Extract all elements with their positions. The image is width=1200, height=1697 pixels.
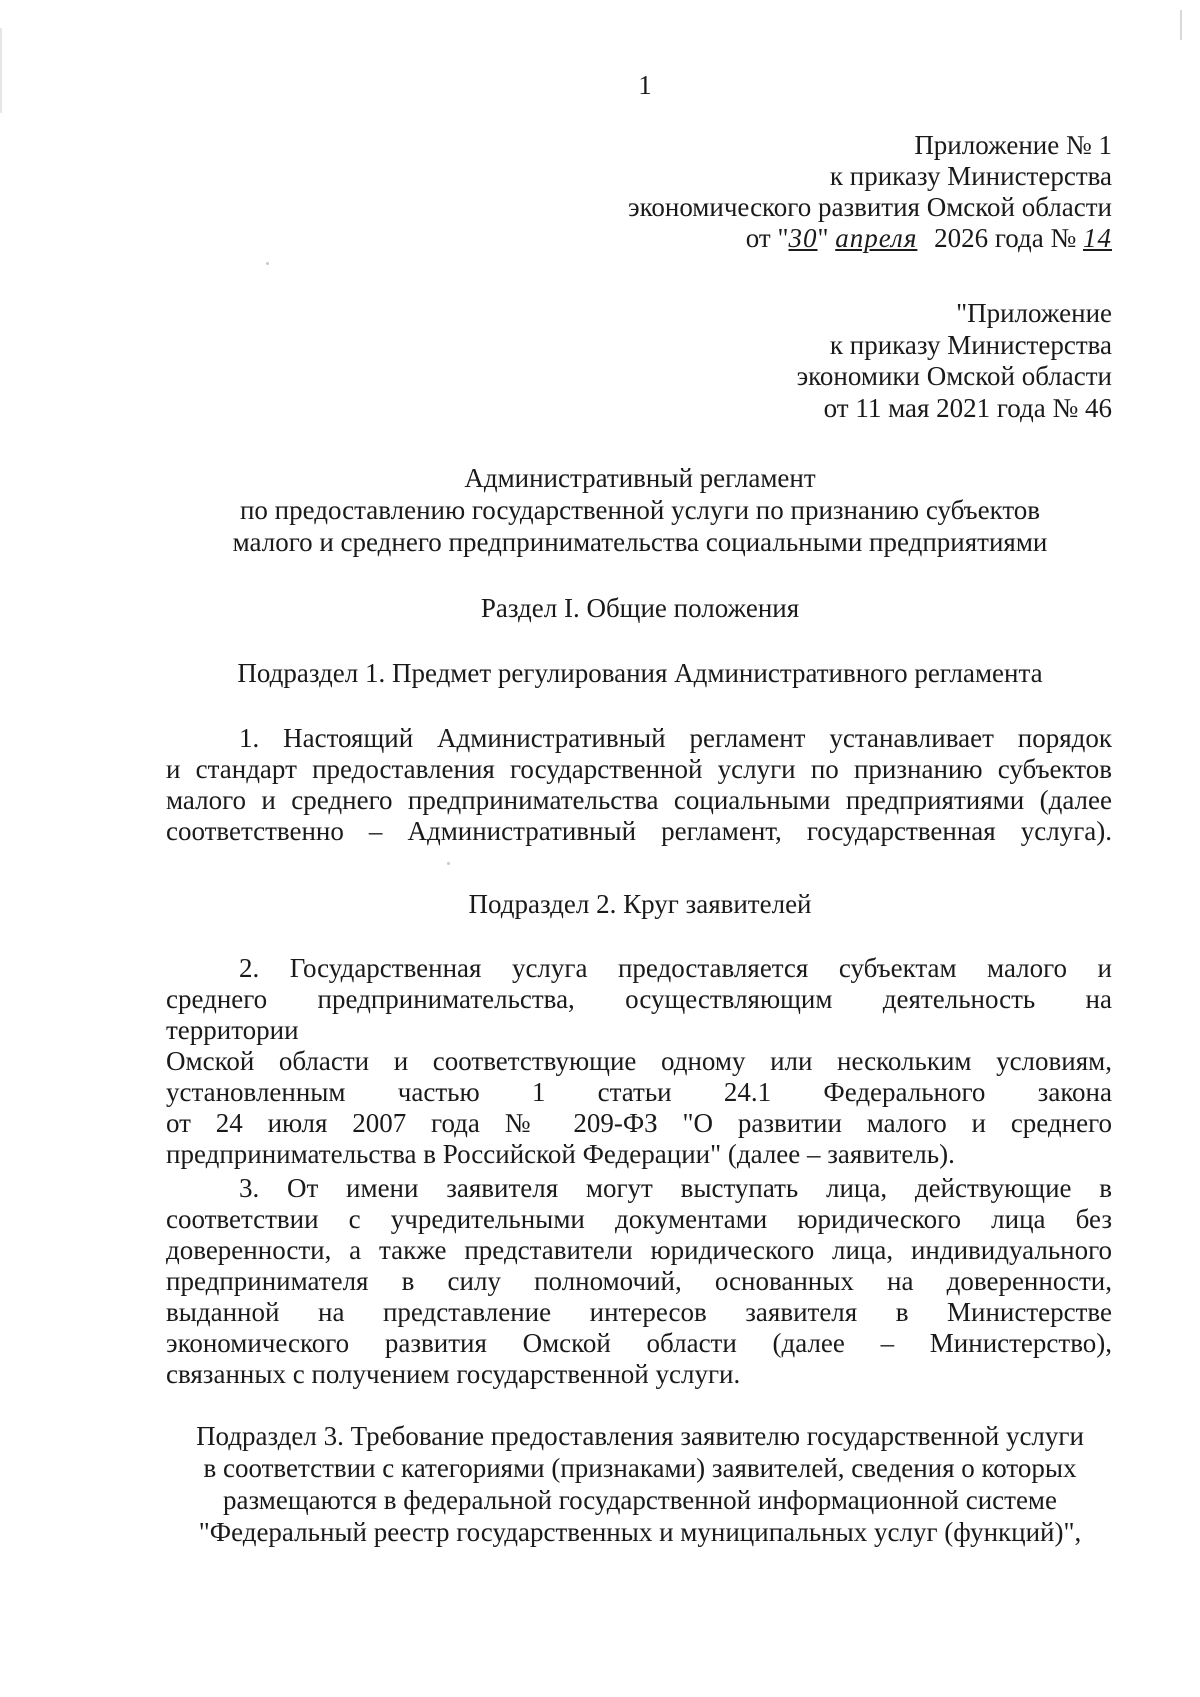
paragraph-line: среднего предпринимательства, осуществляющим деятельность на bbox=[166, 984, 1112, 1014]
title-line: по предоставлению государственной услуги по признанию субъектов bbox=[239, 495, 1041, 525]
subsection-heading-line: Подраздел 3. Требование предоставления заявителю государственной услуги bbox=[196, 1421, 1084, 1451]
paragraph-line: экономического развития Омской области (далее – Министерство), bbox=[166, 1328, 1112, 1358]
subsection-heading-text: Подраздел 2. Круг заявителей bbox=[468, 889, 812, 919]
subsection-heading bbox=[160, 888, 1120, 920]
date-year: 2026 года № bbox=[934, 223, 1077, 253]
section-heading bbox=[160, 592, 1120, 624]
subsection-heading-line: "Федеральный реестр государственных и муниципальных услуг (функций)", bbox=[198, 1517, 1082, 1547]
paragraph-2 bbox=[166, 953, 1112, 1170]
attachment-order-ref: к приказу Министерства bbox=[829, 161, 1112, 191]
paragraph-line: соответствии с учредительными документами юридического лица без bbox=[166, 1204, 1112, 1234]
handwritten-number: 14 bbox=[1083, 223, 1112, 253]
scan-edge-mark bbox=[1180, 10, 1182, 40]
document-title bbox=[160, 462, 1120, 558]
original-attachment-title: "Приложение bbox=[956, 298, 1112, 328]
title-line: малого и среднего предпринимательства социальными предприятиями bbox=[232, 527, 1048, 557]
paragraph-line: соответственно – Административный регламент, государственная услуга). bbox=[166, 816, 1112, 846]
title-line: Административный регламент bbox=[464, 463, 816, 493]
handwritten-day: 30 bbox=[788, 223, 818, 253]
paragraph-line: 3. От имени заявителя могут выступать лица, действующие в bbox=[239, 1173, 1112, 1203]
subsection-heading-line: размещаются в федеральной государственной информационной системе bbox=[222, 1485, 1058, 1515]
paragraph-line: 2. Государственная услуга предоставляется субъектам малого и bbox=[239, 953, 1112, 983]
handwritten-month: апреля bbox=[835, 223, 918, 253]
page-number: 1 bbox=[638, 70, 652, 100]
date-quote: " bbox=[817, 223, 829, 253]
scan-speck bbox=[266, 262, 269, 265]
paragraph-1 bbox=[166, 723, 1112, 847]
original-ministry: экономики Омской области bbox=[796, 361, 1112, 391]
paragraph-line: территории bbox=[166, 1015, 299, 1045]
attachment-date-line bbox=[628, 223, 1112, 254]
paragraph-line: предпринимателя в силу полномочий, основанных на доверенности, bbox=[166, 1266, 1112, 1296]
paragraph-line: установленным частью 1 статьи 24.1 Федерального закона bbox=[166, 1077, 1112, 1107]
attachment-title: Приложение № 1 bbox=[914, 130, 1112, 160]
paragraph-3 bbox=[166, 1173, 1112, 1390]
paragraph-line: предпринимательства в Российской Федерации" (далее – заявитель). bbox=[166, 1139, 955, 1169]
paragraph-line: и стандарт предоставления государственной услуги по признанию субъектов bbox=[166, 754, 1112, 784]
subsection-heading bbox=[160, 657, 1120, 689]
paragraph-line: 1. Настоящий Административный регламент устанавливает порядок bbox=[239, 723, 1112, 753]
subsection-heading-line: в соответствии с категориями (признаками) заявителей, сведения о которых bbox=[203, 1453, 1077, 1483]
original-attachment-header bbox=[797, 298, 1112, 424]
original-date-line: от 11 мая 2021 года № 46 bbox=[823, 392, 1112, 423]
scan-speck bbox=[447, 862, 450, 865]
paragraph-line: Омской области и соответствующие одному или нескольким условиям, bbox=[166, 1046, 1112, 1076]
paragraph-line: от 24 июля 2007 года № 209-ФЗ "О развитии малого и среднего bbox=[166, 1108, 1112, 1138]
date-prefix: от " bbox=[745, 223, 789, 253]
attachment-header bbox=[628, 130, 1112, 254]
original-order-ref: к приказу Министерства bbox=[829, 329, 1112, 360]
paragraph-line: доверенности, а также представители юридического лица, индивидуального bbox=[166, 1235, 1112, 1265]
subsection-heading bbox=[140, 1420, 1140, 1548]
paragraph-line: выданной на представление интересов заявителя в Министерстве bbox=[166, 1297, 1112, 1327]
paragraph-line: малого и среднего предпринимательства социальными предприятиями (далее bbox=[166, 785, 1112, 815]
paragraph-line: связанных с получением государственной услуги. bbox=[166, 1359, 741, 1389]
attachment-ministry: экономического развития Омской области bbox=[628, 192, 1112, 222]
section-heading-text: Раздел I. Общие положения bbox=[480, 593, 800, 623]
subsection-heading-text: Подраздел 1. Предмет регулирования Административного регламента bbox=[237, 658, 1043, 688]
